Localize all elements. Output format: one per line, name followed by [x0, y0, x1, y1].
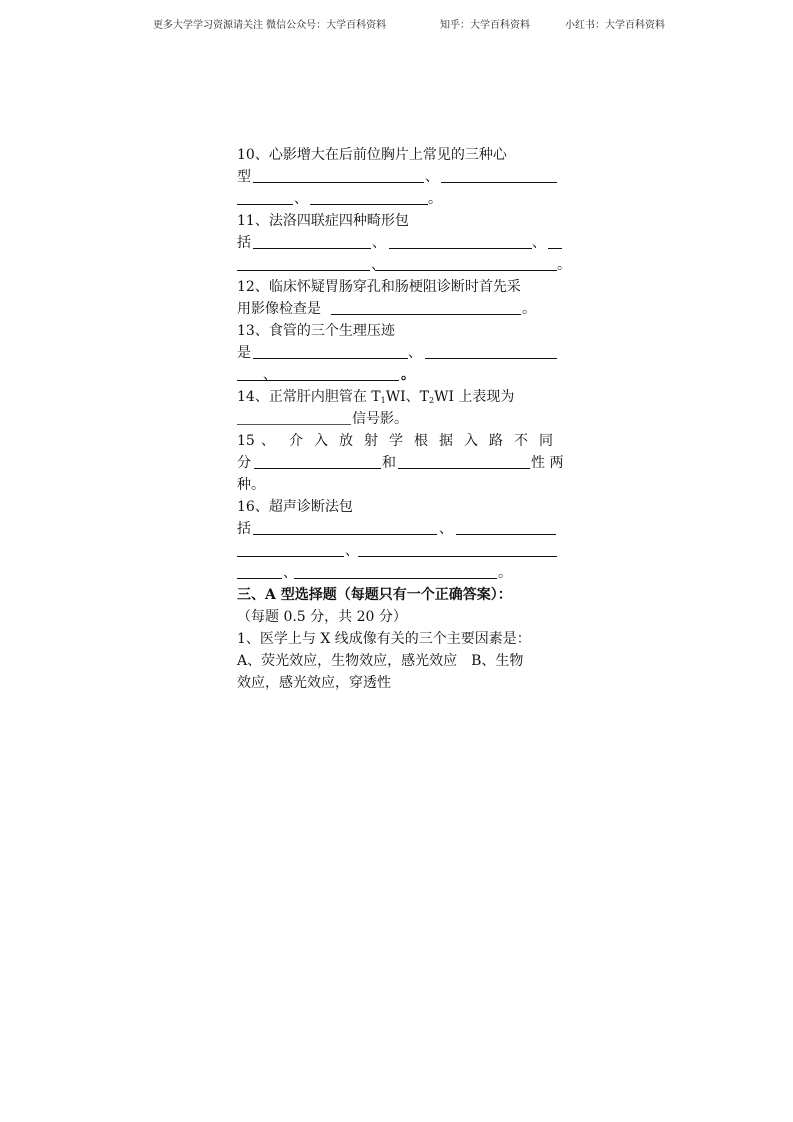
- page-header: [0, 16, 793, 32]
- answer-blank: [237, 562, 282, 579]
- question-15-line-1: [237, 430, 567, 452]
- question-16-text: 16、超声诊断法包: [237, 499, 353, 515]
- question-15-char: 入: [464, 433, 478, 449]
- question-12-line-1: [237, 276, 567, 298]
- section-3-title-line: [237, 584, 567, 606]
- answer-blank: [375, 254, 557, 271]
- question-15-char: 15: [237, 433, 255, 449]
- answer-blank: [253, 342, 408, 359]
- period: 。: [498, 565, 512, 581]
- question-11-text: 11、法洛四联症四种畸形包: [237, 213, 409, 229]
- answer-blank: [253, 518, 437, 535]
- question-14-line-2: [237, 408, 567, 430]
- question-15-char: 学: [389, 433, 403, 449]
- question-11-line-3: [237, 254, 571, 276]
- section-3-note-line: [237, 606, 567, 628]
- question-11-prefix: 括: [237, 235, 251, 251]
- answer-blank: [310, 188, 428, 205]
- separator: 、: [283, 565, 297, 581]
- question-15-line-2: [237, 452, 567, 474]
- question-16-line-2: [237, 518, 567, 540]
- answer-blank: [294, 562, 497, 579]
- period: 。: [401, 367, 415, 383]
- separator: 、: [263, 367, 277, 383]
- question-16-line-4: [237, 562, 567, 584]
- answer-blank: [456, 518, 556, 535]
- question-13-line-3: [237, 364, 567, 386]
- question-14-line-1: [237, 386, 567, 408]
- question-10-line-3: [237, 188, 567, 210]
- header-wechat-text: 更多大学学习资源请关注 微信公众号：大学百科资料: [153, 20, 387, 31]
- question-12-line-2: [237, 298, 567, 320]
- document-body: [237, 144, 571, 694]
- question-13-prefix: 是: [237, 345, 251, 361]
- question-10-prefix: 型: [237, 169, 251, 185]
- question-15-char: 根: [414, 433, 428, 449]
- answer-blank: [253, 166, 424, 183]
- question-15-char: 射: [364, 433, 378, 449]
- mc-question-1-line-2: [237, 650, 567, 672]
- question-15-char: 放: [339, 433, 353, 449]
- separator: 、: [372, 235, 386, 251]
- question-13-line-2: [237, 342, 567, 364]
- question-13-text: 13、食管的三个生理压迹: [237, 323, 395, 339]
- question-15-char: 同: [539, 433, 553, 449]
- question-14-suffix: 信号影。: [352, 411, 408, 427]
- answer-blank: [441, 166, 557, 183]
- answer-blank: [253, 232, 371, 249]
- question-15-prefix: 分: [237, 455, 251, 471]
- question-10-line-2: [237, 166, 567, 188]
- question-15-end: 种。: [237, 477, 265, 493]
- question-15-suffix: 性 两: [531, 455, 564, 471]
- question-10-text: 10、心影增大在后前位胸片上常见的三种心: [237, 147, 507, 163]
- question-15-char: 路: [489, 433, 503, 449]
- answer-blank: [237, 254, 370, 271]
- question-15-char: 、: [261, 433, 275, 449]
- question-11-line-2: [237, 232, 567, 254]
- separator: 、: [345, 543, 359, 559]
- question-16-prefix: 括: [237, 521, 251, 537]
- answer-blank: [398, 452, 530, 469]
- answer-blank: [254, 452, 381, 469]
- question-16-line-1: [237, 496, 567, 518]
- separator: 、: [532, 235, 546, 251]
- period: 。: [522, 301, 536, 317]
- question-11-line-1: [237, 210, 567, 232]
- separator: 、: [294, 191, 308, 207]
- separator: 、: [425, 169, 439, 185]
- mc-question-1-line-3: [237, 672, 567, 694]
- question-12-text: 12、临床怀疑胃肠穿孔和肠梗阻诊断时首先采: [237, 279, 521, 295]
- question-15-char: 入: [314, 433, 328, 449]
- question-15-line-3: [237, 474, 567, 496]
- answer-blank: [548, 232, 562, 249]
- question-14-text: 14、正常肝内胆管在 $T_1WI$、$T_2WI$ 上表现为: [237, 389, 515, 405]
- answer-blank: [358, 540, 557, 557]
- section-note: （每题 0.5 分，共 20 分）: [237, 609, 407, 625]
- mc-question-1-stem: 1、医学上与 X 线成像有关的三个主要因素是：: [237, 631, 531, 647]
- question-15-and: 和: [382, 455, 396, 471]
- section-title: 三、A 型选择题（每题只有一个正确答案）：: [237, 587, 512, 603]
- header-xiaohongshu-text: 小红书：大学百科资料: [565, 20, 665, 31]
- mc-question-1-line-1: [237, 628, 567, 650]
- answer-blank: [389, 232, 532, 249]
- question-15-char: 据: [439, 433, 453, 449]
- period: 。: [428, 191, 442, 207]
- answer-blank: [237, 188, 293, 205]
- question-12-prefix: 用影像检查是: [237, 301, 321, 317]
- mc-question-1-options: A、荧光效应，生物效应，感光效应 B、生物: [237, 653, 524, 669]
- separator: 、: [408, 345, 422, 361]
- answer-blank: [237, 408, 351, 425]
- answer-blank: [425, 342, 557, 359]
- separator: 、: [439, 521, 453, 537]
- mc-question-1-options-cont: 效应，感光效应，穿透性: [237, 675, 391, 691]
- question-15-char: 介: [289, 433, 303, 449]
- period: 。: [557, 257, 571, 273]
- question-16-line-3: [237, 540, 567, 562]
- answer-blank: [331, 298, 521, 315]
- answer-blank: [249, 364, 399, 381]
- question-15-char: 不: [514, 433, 528, 449]
- answer-blank: [237, 540, 344, 557]
- separator: 、: [371, 257, 385, 273]
- header-zhihu-text: 知乎：大学百科资料: [440, 20, 530, 31]
- question-13-line-1: [237, 320, 567, 342]
- question-10-line-1: [237, 144, 567, 166]
